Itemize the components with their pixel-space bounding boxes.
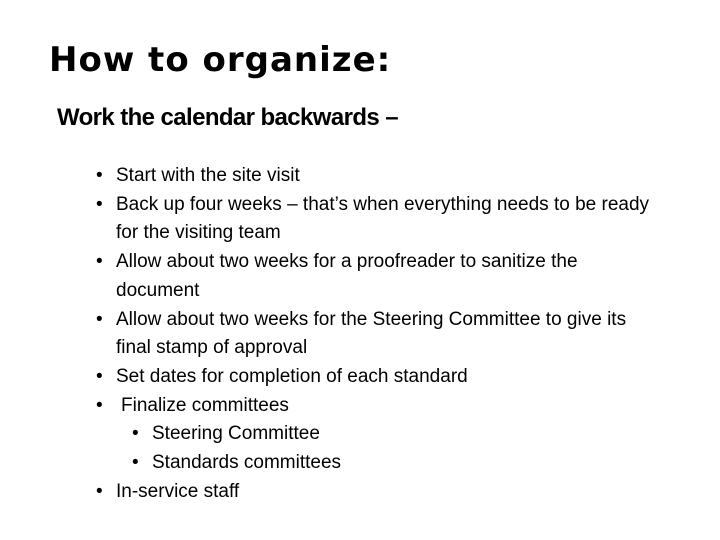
bullet-text: In-service staff	[116, 480, 240, 502]
slide-title: How to organize:	[49, 40, 392, 80]
bullet-item	[96, 248, 666, 305]
bullet-text: Back up four weeks – that’s when everything needs to be ready for the visiting team	[116, 193, 650, 244]
sub-bullet-text: Steering Committee	[152, 423, 320, 445]
bullet-item	[96, 191, 666, 248]
sub-bullet-item	[96, 420, 666, 449]
bullet-item	[96, 392, 666, 421]
bullet-text: Start with the site visit	[116, 165, 300, 186]
bullet-item	[96, 162, 666, 191]
bullet-item	[96, 306, 666, 363]
sub-bullet-item	[96, 449, 666, 478]
bullet-text: Allow about two weeks for a proofreader to sanitize the document	[116, 251, 578, 301]
slide-subtitle: Work the calendar backwards –	[57, 104, 398, 131]
bullet-text: Allow about two weeks for the Steering Committee to give its final stamp of approval	[116, 308, 627, 359]
bullet-item	[96, 478, 666, 507]
bullet-text: Finalize committees	[121, 394, 289, 416]
bullet-text: Set dates for completion of each standard	[116, 365, 468, 387]
bullet-item	[96, 363, 666, 392]
bullet-list	[96, 162, 666, 506]
sub-bullet-text: Standards committees	[152, 452, 342, 474]
